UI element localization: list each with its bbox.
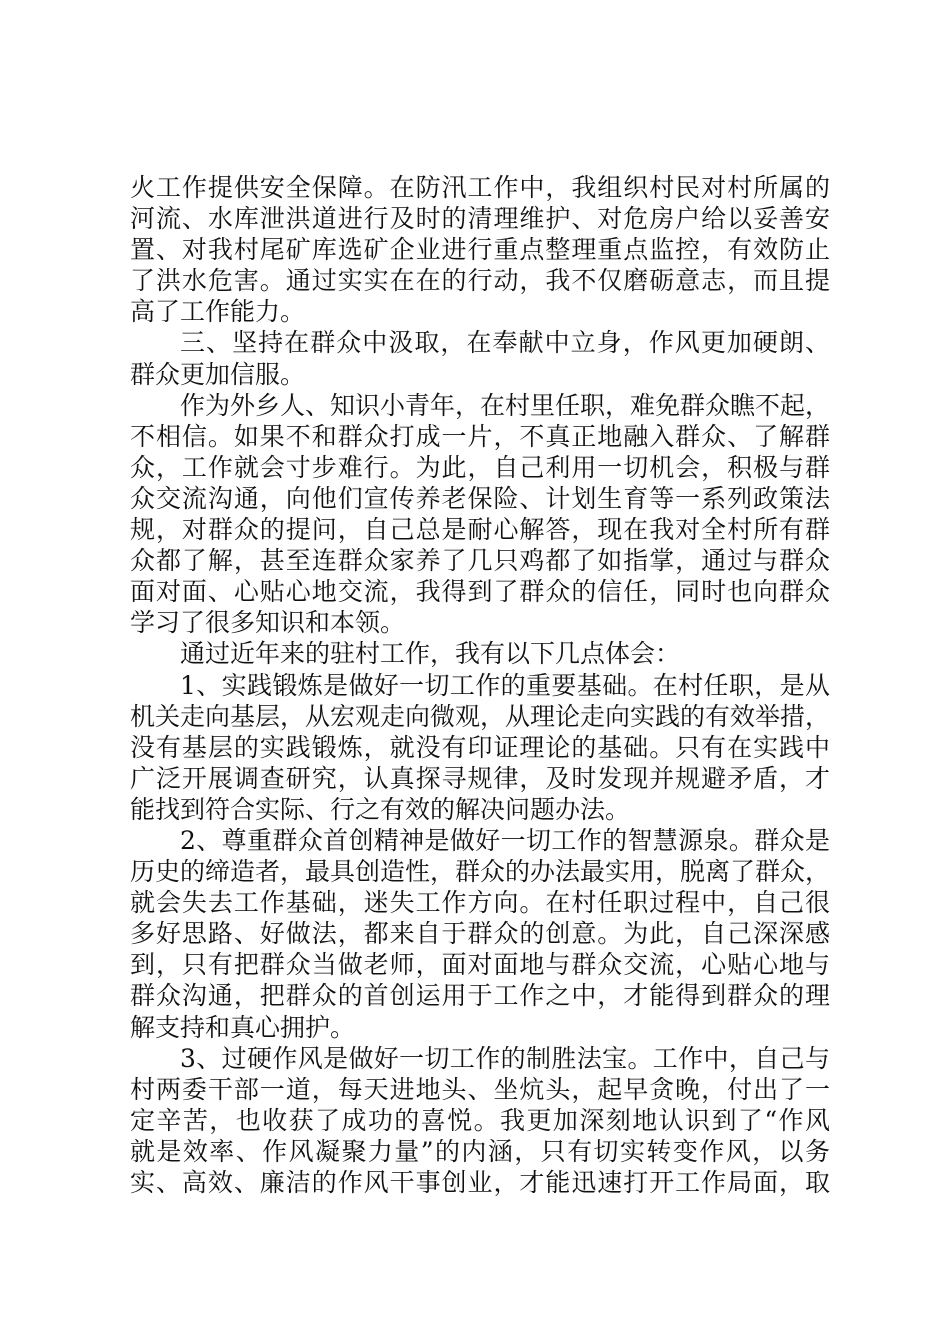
text-line: 能找到符合实际、行之有效的解决问题办法。 <box>130 794 631 824</box>
text-line: 到，只有把群众当做老师，面对面地与群众交流，心贴心地与 <box>130 950 830 980</box>
text-line: 了洪水危害。通过实实在在的行动，我不仅磨砺意志，而且提 <box>130 266 830 296</box>
text-line: 2、尊重群众首创精神是做好一切工作的智慧源泉。群众是 <box>180 825 830 855</box>
text-line: 群众沟通，把群众的首创运用于工作之中，才能得到群众的理 <box>130 981 830 1011</box>
text-line: 广泛开展调查研究，认真探寻规律，及时发现并规避矛盾，才 <box>130 763 830 793</box>
text-line: 历史的缔造者，最具创造性，群众的办法最实用，脱离了群众， <box>130 857 830 887</box>
text-line: 三、坚持在群众中汲取，在奉献中立身，作风更加硬朗、 <box>180 328 830 358</box>
text-line: 通过近年来的驻村工作，我有以下几点体会： <box>180 639 681 669</box>
text-line: 没有基层的实践锻炼，就没有印证理论的基础。只有在实践中 <box>130 732 830 762</box>
document-body <box>130 172 830 1198</box>
text-line: 作为外乡人、知识小青年，在村里任职，难免群众瞧不起， <box>180 390 830 420</box>
text-line: 就是效率、作风凝聚力量”的内涵，只有切实转变作风，以务 <box>130 1136 830 1166</box>
text-line: 实、高效、廉洁的作风干事创业，才能迅速打开工作局面，取 <box>130 1168 830 1197</box>
text-line: 解支持和真心拥护。 <box>130 1012 356 1042</box>
text-line: 就会失去工作基础，迷失工作方向。在村任职过程中，自己很 <box>130 888 830 918</box>
text-line: 众交流沟通，向他们宣传养老保险、计划生育等一系列政策法 <box>130 483 830 513</box>
text-line: 群众更加信服。 <box>130 359 306 389</box>
text-line: 规，对群众的提问，自己总是耐心解答，现在我对全村所有群 <box>130 515 830 545</box>
text-line: 置、对我村尾矿库选矿企业进行重点整理重点监控，有效防止 <box>130 235 830 265</box>
text-line: 定辛苦，也收获了成功的喜悦。我更加深刻地认识到了“作风 <box>130 1105 830 1135</box>
text-line: 1、实践锻炼是做好一切工作的重要基础。在村任职，是从 <box>180 670 830 700</box>
text-line: 火工作提供安全保障。在防汛工作中，我组织村民对村所属的 <box>130 173 830 202</box>
text-line: 多好思路、好做法，都来自于群众的创意。为此，自己深深感 <box>130 919 830 949</box>
text-line: 面对面、心贴心地交流，我得到了群众的信任，同时也向群众 <box>130 577 830 607</box>
text-line: 河流、水库泄洪道进行及时的清理维护、对危房户给以妥善安 <box>130 204 830 234</box>
text-line: 3、过硬作风是做好一切工作的制胜法宝。工作中，自己与 <box>180 1043 830 1073</box>
text-line: 机关走向基层，从宏观走向微观，从理论走向实践的有效举措， <box>130 701 830 731</box>
text-line: 村两委干部一道，每天进地头、坐炕头，起早贪晚，付出了一 <box>130 1074 830 1104</box>
text-line: 众都了解，甚至连群众家养了几只鸡都了如指掌，通过与群众 <box>130 546 830 576</box>
text-line: 不相信。如果不和群众打成一片，不真正地融入群众、了解群 <box>130 421 830 451</box>
text-line: 学习了很多知识和本领。 <box>130 608 406 638</box>
text-line: 高了工作能力。 <box>130 297 306 327</box>
text-line: 众，工作就会寸步难行。为此，自己利用一切机会，积极与群 <box>130 452 830 482</box>
